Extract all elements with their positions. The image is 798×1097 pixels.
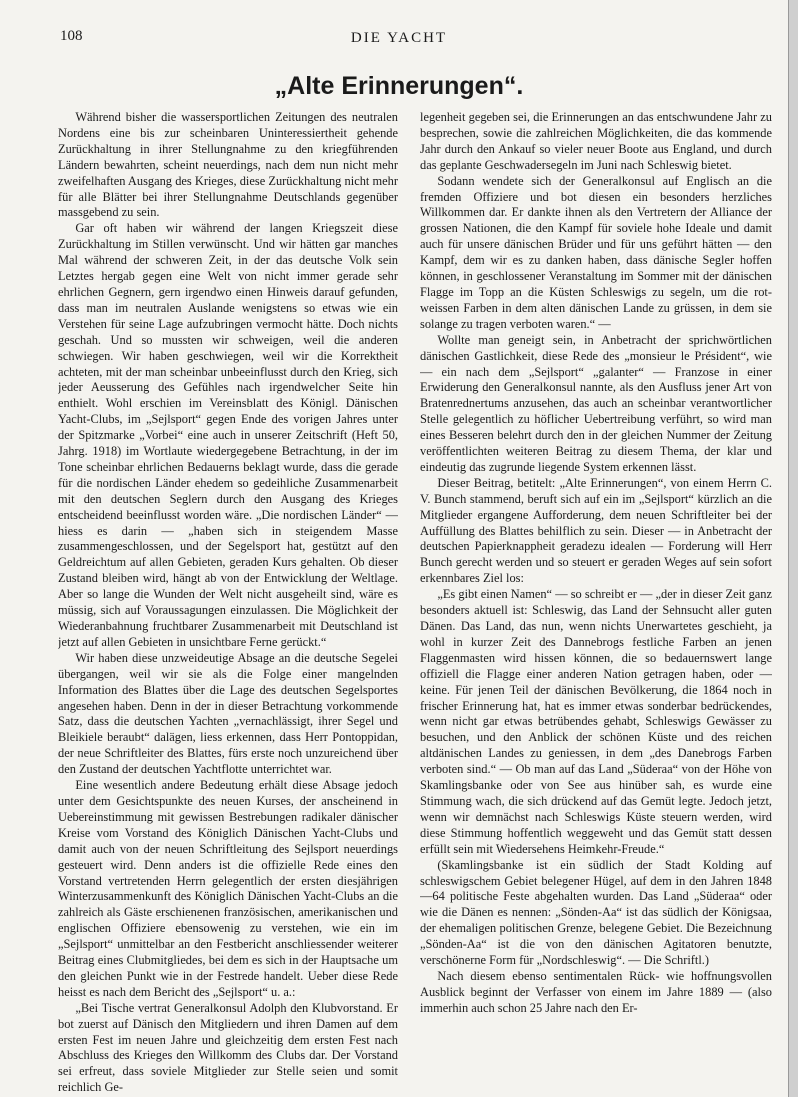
paragraph: Wollte man geneigt sein, in Anbetracht der sprichwörtlichen dänischen Gastlichkeit, diese Rede des „monsieur le Président“, wie — ein nach dem „Sejlsport“ „galanter“ — Franzose in einer Erwiderung den Generalkonsul nannte, als den Ausfluss jener Art von Bratenrednertums anzusehen, das auch an scheinbar verantwortlicher Stelle gelegentlich zu höflicher Uebertreibung verführt, so wird man eines Besseren belehrt durch den in der gleichen Nummer der Zeitung veröffentlichten weiteren Beitrag zu diesem Thema, der klar und eindeutig das zugrunde liegende System erkennen lässt. [420, 332, 772, 474]
paragraph: Dieser Beitrag, betitelt: „Alte Erinnerungen“, von einem Herrn C. V. Bunch stammend, beruft sich auf ein im „Sejlsport“ kürzlich an die Mitglieder ergangene Aufforderung, dem neuen Schriftleiter bei der Auffüllung des Blattes behilflich zu sein. Dieser — in Anbetracht der deutschen Papierknappheit geradezu idealen — Forderung will Herr Bunch gerecht werden und so steuert er geraden Weges auf sein sofort erkennbares Ziel los: [420, 475, 772, 586]
right-column [420, 110, 772, 1095]
paragraph: Wir haben diese unzweideutige Absage an die deutsche Segelei übergangen, weil wir sie als die Folge einer mangelnden Information des Blattes über die Lage des deutschen Segelsportes angesehen haben. Denn in der in dieser Betrachtung vorkommende Satz, dass die deutschen Yachten „vernachlässigt, ihrer Segel und Bleikiele beraubt“ dalägen, liess erkennen, dass Herr Pontoppidan, der neue Schriftleiter des Blattes, fürs erste noch unzureichend über den Zustand der deutschen Yachtflotte unterrichtet war. [58, 650, 398, 777]
running-title: DIE YACHT [350, 30, 448, 46]
paragraph: „Es gibt einen Namen“ — so schreibt er — „der in dieser Zeit ganz besonders aktuell ist: Schleswig, das Land der Sehnsucht aller guten Dänen. Das Land, das nun, wenn nichts Unerwartetes geschieht, ja wohl in kurzer Zeit des Dannebrogs festliche Farben an jenen Flaggenmasten wird hissen können, die so bedauernswert lange offiziell die Flagge einer anderen Nation getragen haben, oder — keine. Für jenen Teil der dänischen Bevölkerung, die 1864 noch in frischer Erinnerung hat, hat es immer etwas sonderbar bedrückendes, wenn nicht gar etwas betrübendes gehabt, Schleswigs Gewässer zu besuchen, und den Anblick der schönen Küste und des reichen altdänischen Landes zu geniessen, in dem „des Danebrogs Farben verboten sind.“ — Ob man auf das Land „Süderaa“ von der Höhe von Skamlingsbanke oder von See aus hinüber sah, es wurde eine Stimmung wach, die sich drückend auf das Gemüt legte. Jedoch jetzt, wenn wir demnächst nach Schleswigs Küste steuern werden, wird diese Stimmung hoffentlich weggeweht und das Gemüt statt dessen erfüllt sein mit Wiedersehens Heimkehr-Freude.“ [420, 587, 772, 856]
paragraph: Sodann wendete sich der Generalkonsul auf Englisch an die fremden Offiziere und bot diesen ein besonders herzliches Willkommen dar. Er dankte ihnen als den Vertretern der Alliance der grossen Nationen, die den Kampf für soviele hohe Ideale und damit auch für unsere dänischen Brüder und für uns geführt hätten — den Kampf, dem wir es zu danken haben, dass dänische Segler hoffen können, in geschlossener Veranstaltung im Sommer mit der dänischen Flagge im Topp an die Küsten Schleswigs zu segeln, um die rot-weissen Farben in dem alten dänischen Lande zu grüssen, in dem sie solange zu tragen verboten waren.“ — [420, 173, 772, 331]
paragraph: Eine wesentlich andere Bedeutung erhält diese Absage jedoch unter dem Gesichtspunkte des neuen Kurses, der anscheinend in Uebereinstimmung mit gewissen Bestrebungen radikaler dänischer Kreise vom Vorstand des Königlich Dänischen Yacht-Clubs und damit auch von der neuen Schriftleitung des Sejlsport neuerdings gesteuert wird. Denn anders ist die offizielle Rede eines den Vorstand vertretenden Herrn gelegentlich der ersten diesjährigen Winterzusammenkunft des Königlich Dänischen Yacht-Clubs an die zahlreich als Gäste erschienenen französischen, amerikanischen und englischen Offiziere ebensowenig zu verstehen, wie ein im „Sejlsport“ unmittelbar an den Festbericht anschliessender weiterer Beitrag eines Clubmitgliedes, bei dem es sich in der Hauptsache um den gleichen Punkt wie in der Festrede handelt. Ueber diese Rede heisst es nach dem Bericht des „Sejlsport“ u. a.: [58, 778, 398, 999]
paragraph: „Bei Tische vertrat Generalkonsul Adolph den Klubvorstand. Er bot zuerst auf Dänisch den Mitgliedern und ihren Damen auf dem ersten Fest im neuen Jahre und gleichzeitig dem ersten Fest nach Abschluss des Krieges den Willkomm des Clubs dar. Der Vorstand sei erfreut, dass soviele Mitglieder zur Stelle seien und somit reichlich Ge- [58, 1000, 398, 1095]
paragraph: Nach diesem ebenso sentimentalen Rück- wie hoffnungsvollen Ausblick beginnt der Verfasser von einem im Jahre 1889 — (also immerhin auch schon 25 Jahre nach den Er- [420, 968, 772, 1015]
article-title: „Alte Erinnerungen“. [274, 72, 524, 100]
paragraph: Gar oft haben wir während der langen Kriegszeit diese Zurückhaltung im Stillen verwünscht. Und wir hätten gar manches Mal während der schweren Zeit, in der das deutsche Volk sein Letztes hergab gegen eine Welt von nicht immer gerade sehr ehrlichen Gegnern, gern irgendwo einen Hinweis darauf gefunden, dass man im neutralen Auslande wenigstens so etwas wie ein Verstehen für seine Lage aufzubringen vermocht hätte. Doch nichts geschah. Und so mussten wir schweigen, weil die anderen schwiegen. Wir haben geschwiegen, weil wir die Korrektheit achteten, mit der man scheinbar unbeeinflusst durch den Krieg, sich jeder Aeusserung des Gefühles nach irgendwelcher Seite hin enthielt. Wohl erschien im Vereinsblatt des Königl. Dänischen Yacht-Clubs, im „Sejlsport“ gegen Ende des vorigen Jahres unter der Spitzmarke „Vorbei“ eine auch in unserer Zeitschrift (Heft 50, Jahrg. 1918) im Wortlaute wiedergegebene Betrachtung, in der im Tone scheinbar ehrlichen Bedauerns beklagt wurde, dass die gerade für die nordischen Länder ehedem so gedeihliche Zusammenarbeit mit den deutschen Seglern durch den Ausgang des Krieges entscheidend beeinflusst worden wäre. „Die nordischen Länder“ — hiess es darin — „haben sich in steigendem Masse zusammengeschlossen, und der Segelsport hat, gestützt auf den Geldreichtum auf allen Gebieten, geraden Kurs gehalten. Ob dieser Zustand bleiben wird, hängt ab von der Entwicklung der Weltlage. Aber so lange die Wunden der Welt nicht ausgeheilt sind, wäre es müssig, sich auf Voraussagungen einzulassen. Die Möglichkeit der Wiederanbahnung fruchtbarer Zusammenarbeit mit Deutschland ist jetzt auf allen Gebieten in unsichtbare Ferne gerückt.“ [58, 221, 398, 649]
paragraph: legenheit gegeben sei, die Erinnerungen an das entschwundene Jahr zu besprechen, sowie die zahlreichen Möglichkeiten, die das kommende Jahr durch den Ankauf so vieler neuer Boote aus England, und durch das geplante Geschwadersegeln im Juni nach Schleswig bietet. [420, 110, 772, 172]
page-number: 108 [60, 28, 83, 44]
page-edge [788, 0, 798, 1097]
paragraph: (Skamlingsbanke ist ein südlich der Stadt Kolding auf schleswigschem Gebiet belegener Hügel, auf dem in den Jahren 1848—64 politische Feste abgehalten wurden. Das Land „Süderaa“ oder wie die Dänen es nennen: „Sönden-Aa“ ist das südlich der Königsaa, der ehemaligen politischen Grenze, belegene Gebiet. Die Bezeichnung „Sönden-Aa“ ist die von den dänischen Agitatoren benutzte, verschönerne Form für „Nordschleswig“. — Die Schriftl.) [420, 857, 772, 968]
left-column [58, 110, 398, 1095]
paragraph: Während bisher die wassersportlichen Zeitungen des neutralen Nordens eine bis zur scheinbaren Uninteressiertheit gehende Zurückhaltung in ihrer Stellungnahme zu den kriegführenden Ländern bewahrten, scheint neuerdings, nach dem nun nicht mehr zweifelhaften Ausgang des Krieges, diese Zurückhaltung nicht mehr für alle Blätter bei ihrer Stellungnahme Deutschlands gegenüber massgebend zu sein. [58, 110, 398, 220]
